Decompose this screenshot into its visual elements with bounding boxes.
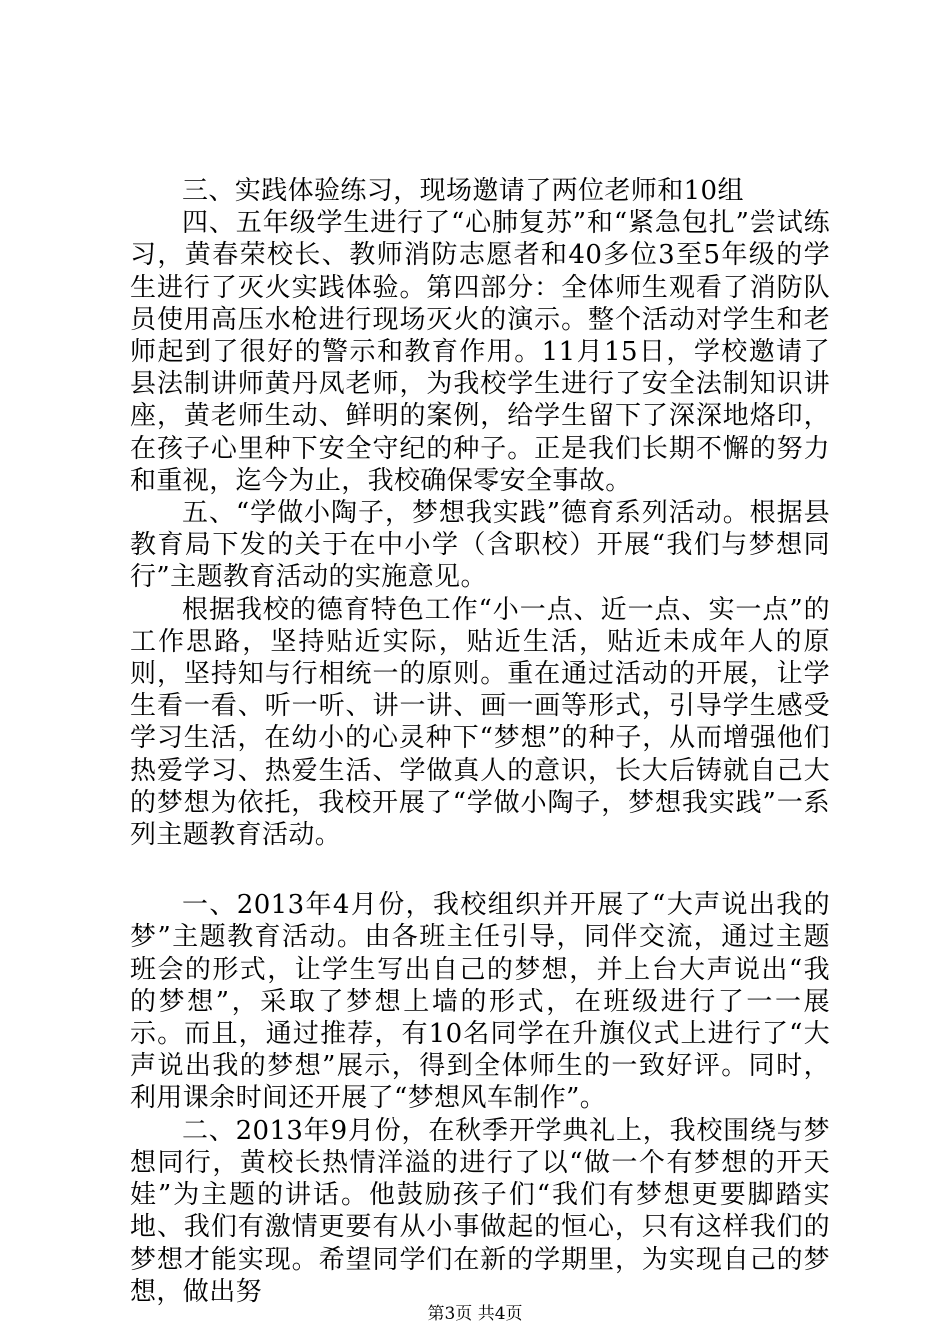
paragraph-fire-drill: 四、五年级学生进行了“心肺复苏”和“紧急包扎”尝试练习，黄春荣校长、教师消防志愿者和40多位3至5年级的学生进行了灭火实践体验。第四部分：全体师生观看了消防队员使用高压水枪进行现场灭火的演示。整个活动对学生和老师起到了很好的警示和教育作用。11月15日，学校邀请了县法制讲师黄丹凤老师，为我校学生进行了安全法制知识讲座，黄老师生动、鲜明的案例，给学生留下了深深地烙印，在孩子心里种下安全守纪的种子。正是我们长期不懈的努力和重视，迄今为止，我校确保零安全事故。 — [130, 208, 830, 496]
paragraph-moral-principles: 根据我校的德育特色工作“小一点、近一点、实一点”的工作思路，坚持贴近实际，贴近生活，贴近未成年人的原则，坚持知与行相统一的原则。重在通过活动的开展，让学生看一看、听一听、讲一讲、画一画等形式，引导学生感受学习生活，在幼小的心灵种下“梦想”的种子，从而增强他们热爱学习、热爱生活、学做真人的意识，长大后铸就自己大的梦想为依托，我校开展了“学做小陶子，梦想我实践”一系列主题教育活动。 — [130, 594, 830, 851]
paragraph-moral-activity: 五、“学做小陶子，梦想我实践”德育系列活动。根据县教育局下发的关于在中小学（含职校）开展“我们与梦想同行”主题教育活动的实施意见。 — [130, 498, 830, 593]
paragraph-practice-intro: 三、实践体验练习，现场邀请了两位老师和10组 — [182, 176, 744, 206]
page-number-footer: 第3页 共4页 — [427, 1304, 523, 1324]
paragraph-april-activity: 一、2013年4月份，我校组织并开展了“大声说出我的梦”主题教育活动。由各班主任引导，同伴交流，通过主题班会的形式，让学生写出自己的梦想，并上台大声说出“我的梦想”，采取了梦想上墙的形式，在班级进行了一一展示。而且，通过推荐，有10名同学在升旗仪式上进行了“大声说出我的梦想”展示，得到全体师生的一致好评。同时，利用课余时间还开展了“梦想风车制作”。 — [130, 890, 830, 1114]
document-body — [130, 175, 830, 1308]
paragraph-gap — [130, 851, 830, 889]
paragraph-september-activity: 二、2013年9月份，在秋季开学典礼上，我校围绕与梦想同行，黄校长热情洋溢的进行了以“做一个有梦想的开天娃”为主题的讲话。他鼓励孩子们“我们有梦想更要脚踏实地、我们有激情更要有从小事做起的恒心，只有这样我们的梦想才能实现。希望同学们在新的学期里，为实现自己的梦想，做出努 — [130, 1115, 830, 1307]
